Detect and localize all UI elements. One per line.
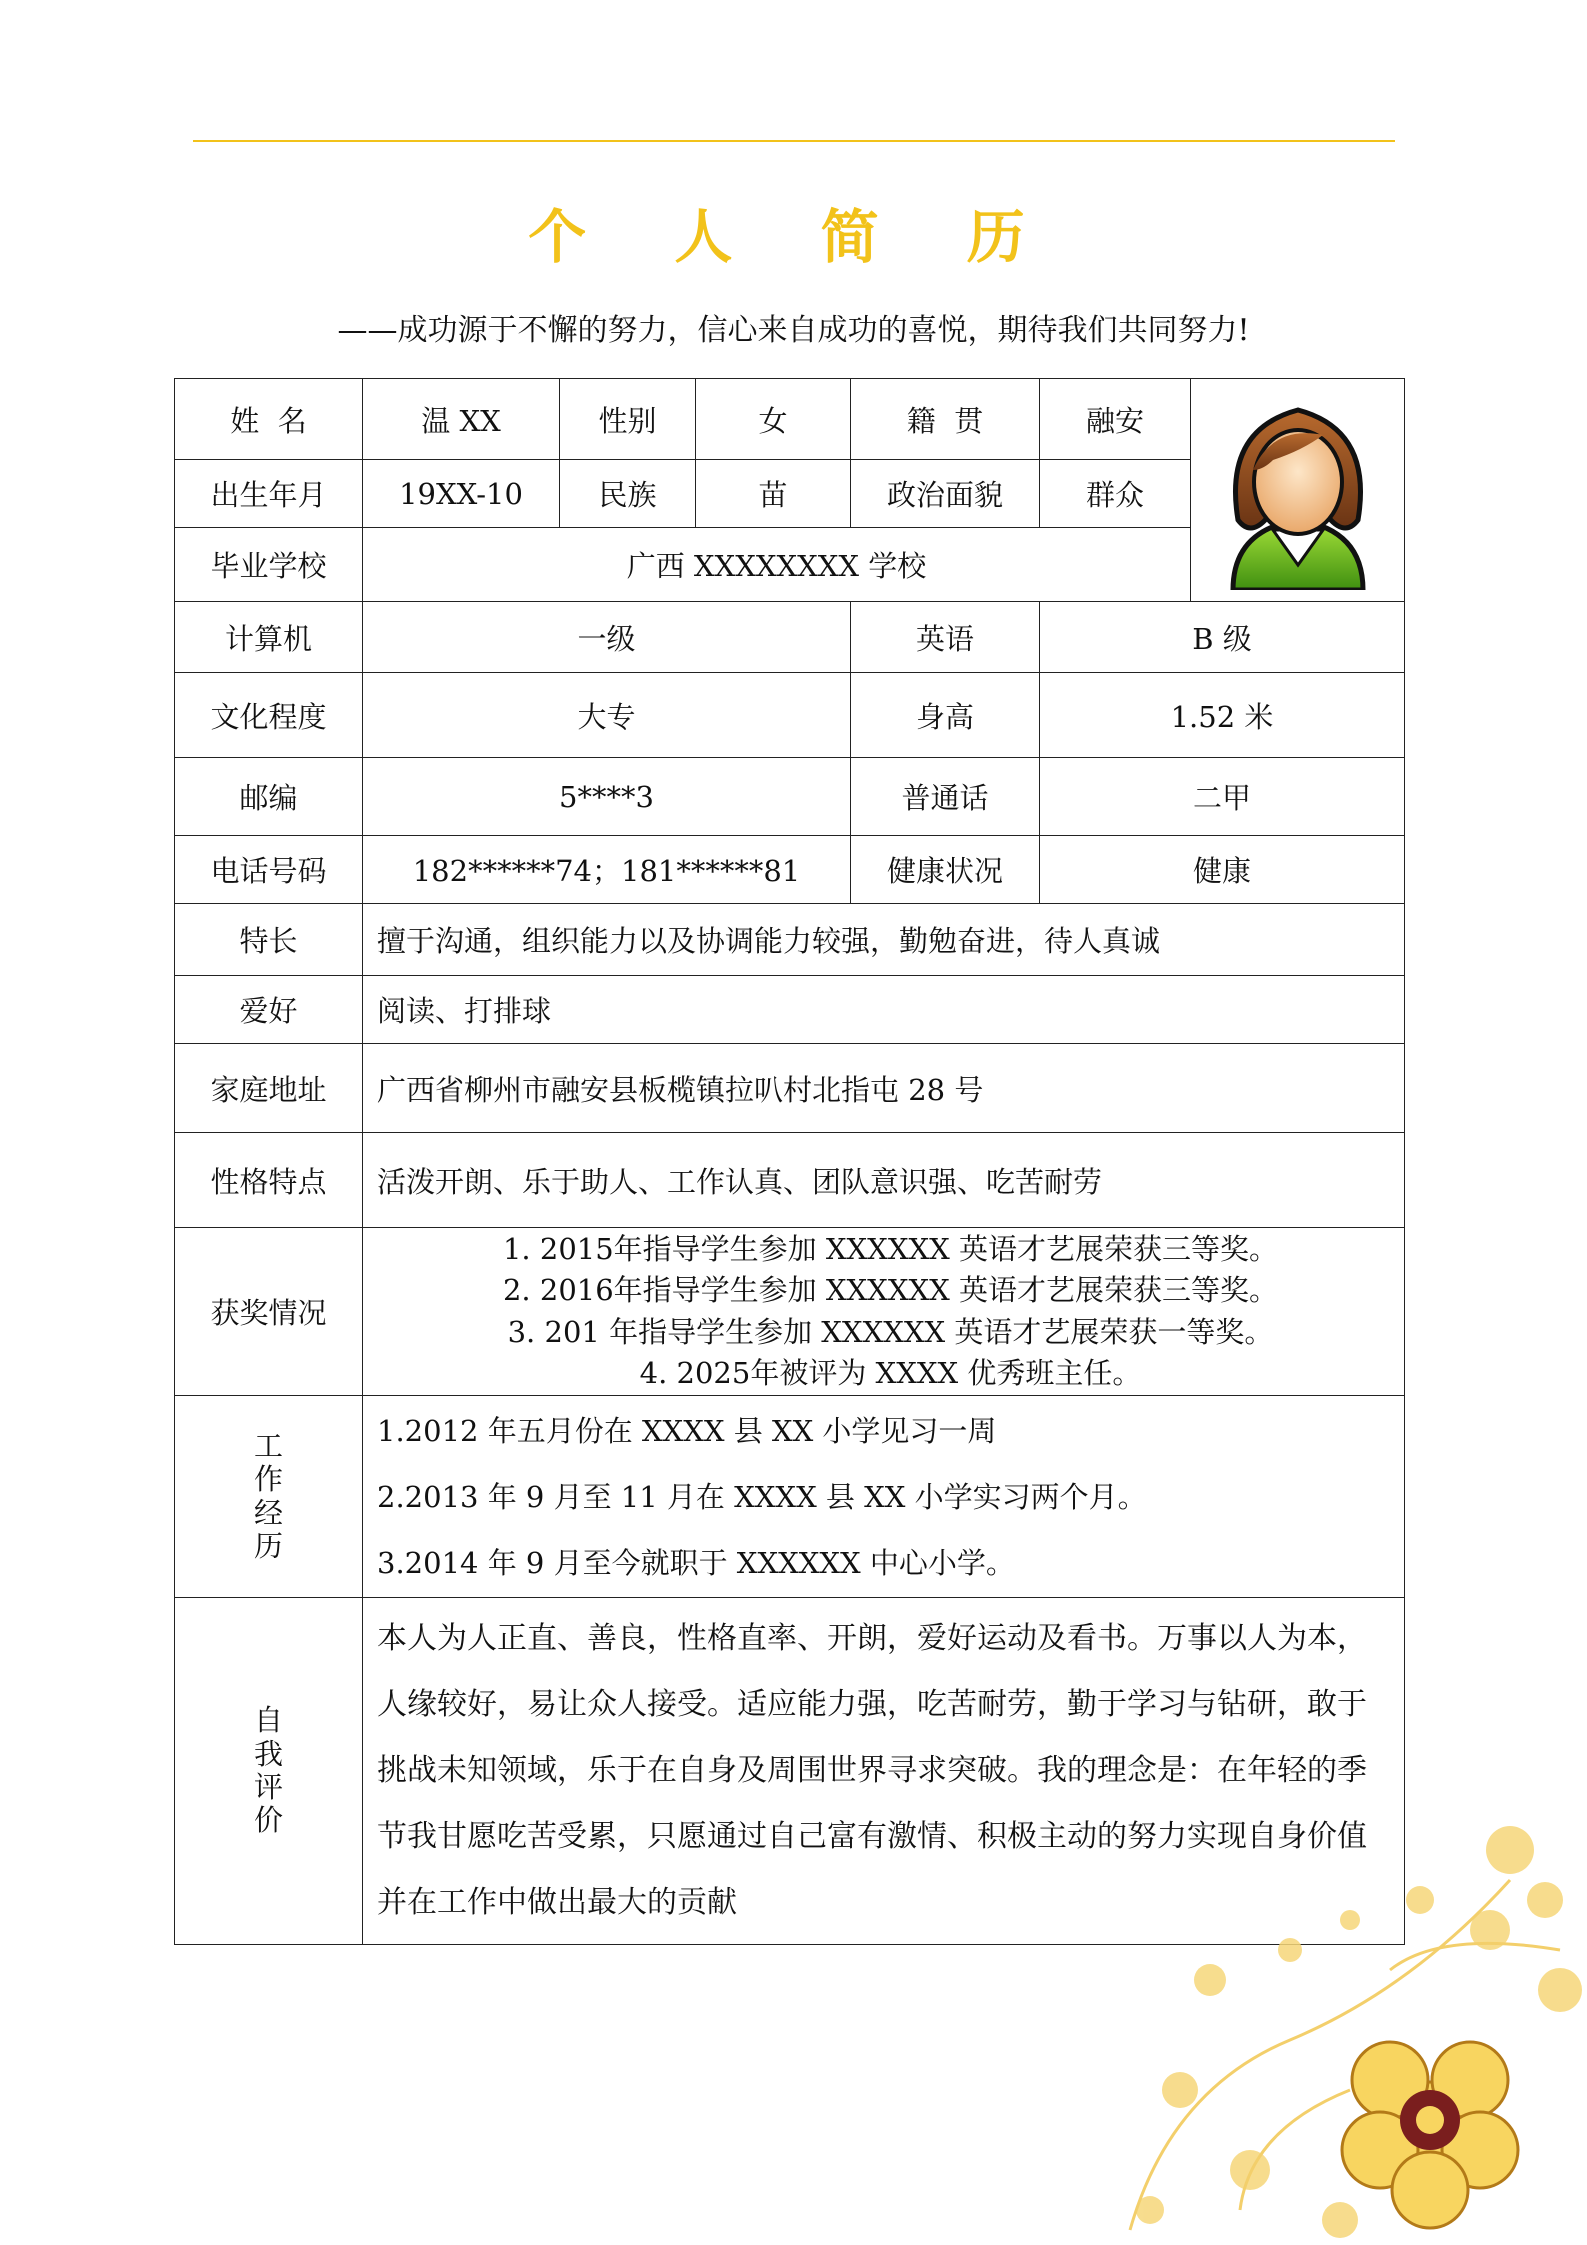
specialty-label: 特长 [175, 904, 363, 976]
photo-cell [1191, 379, 1405, 602]
self-evaluation: 本人为人正直、善良，性格直率、开朗，爱好运动及看书。万事以人为本，人缘较好，易让众人接受。适应能力强，吃苦耐劳，勤于学习与钻研，敢于挑战未知领域，乐于在自身及周围世界寻求突破。我的理念是：在年轻的季节我甘愿吃苦受累，只愿通过自己富有激情、积极主动的努力实现自身价值并在工作中做出最大的贡献 [363, 1598, 1405, 1945]
hobby-label: 爱好 [175, 976, 363, 1044]
work-label: 工作经历 [175, 1396, 363, 1598]
height-label: 身高 [851, 673, 1040, 758]
postcode-value: 5****3 [363, 758, 851, 836]
address-value: 广西省柳州市融安县板榄镇拉叭村北指屯 28 号 [363, 1044, 1405, 1133]
resume-table [174, 378, 1405, 1945]
female-avatar-icon [1213, 390, 1383, 590]
name-label: 姓 名 [175, 379, 363, 460]
computer-value: 一级 [363, 602, 851, 673]
gender-label: 性别 [560, 379, 696, 460]
height-value: 1.52 米 [1040, 673, 1405, 758]
birth-label: 出生年月 [175, 460, 363, 528]
postcode-label: 邮编 [175, 758, 363, 836]
flower-decoration [1090, 1790, 1587, 2245]
school-value: 广西 XXXXXXXX 学校 [363, 528, 1191, 602]
health-value: 健康 [1040, 836, 1405, 904]
phone-label: 电话号码 [175, 836, 363, 904]
page-subtitle: ——成功源于不懈的努力，信心来自成功的喜悦，期待我们共同努力! [337, 313, 1250, 348]
work-item: 1.2012 年五月份在 XXXX 县 XX 小学见习一周 [377, 1413, 997, 1448]
work-item: 3.2014 年 9 月至今就职于 XXXXXX 中心小学。 [377, 1545, 1015, 1580]
origin-label: 籍 贯 [851, 379, 1040, 460]
gender-value: 女 [696, 379, 851, 460]
hobby-value: 阅读、打排球 [363, 976, 1405, 1044]
health-label: 健康状况 [851, 836, 1040, 904]
page-title: 个 人 简 历 [528, 203, 1059, 271]
awards-list [363, 1228, 1405, 1396]
self-label: 自我评价 [175, 1598, 363, 1945]
personality-label: 性格特点 [175, 1133, 363, 1228]
political-value: 群众 [1040, 460, 1191, 528]
phone-value: 182******74；181******81 [363, 836, 851, 904]
english-value: B 级 [1040, 602, 1405, 673]
education-label: 文化程度 [175, 673, 363, 758]
award-item: 3. 201 年指导学生参加 XXXXXX 英语才艺展荣获一等奖。 [507, 1314, 1274, 1349]
address-label: 家庭地址 [175, 1044, 363, 1133]
award-item: 2. 2016年指导学生参加 XXXXXX 英语才艺展荣获三等奖。 [502, 1273, 1278, 1308]
name-value: 温 XX [363, 379, 560, 460]
mandarin-label: 普通话 [851, 758, 1040, 836]
origin-value: 融安 [1040, 379, 1191, 460]
work-item: 2.2013 年 9 月至 11 月在 XXXX 县 XX 小学实习两个月。 [377, 1479, 1147, 1514]
work-list [363, 1396, 1405, 1598]
awards-label: 获奖情况 [175, 1228, 363, 1396]
mandarin-value: 二甲 [1040, 758, 1405, 836]
computer-label: 计算机 [175, 602, 363, 673]
political-label: 政治面貌 [851, 460, 1040, 528]
ethnic-value: 苗 [696, 460, 851, 528]
school-label: 毕业学校 [175, 528, 363, 602]
birth-value: 19XX-10 [363, 460, 560, 528]
personality-value: 活泼开朗、乐于助人、工作认真、团队意识强、吃苦耐劳 [363, 1133, 1405, 1228]
award-item: 4. 2025年被评为 XXXX 优秀班主任。 [639, 1355, 1142, 1390]
specialty-value: 擅于沟通，组织能力以及协调能力较强，勤勉奋进，待人真诚 [363, 904, 1405, 976]
education-value: 大专 [363, 673, 851, 758]
ethnic-label: 民族 [560, 460, 696, 528]
english-label: 英语 [851, 602, 1040, 673]
top-divider [193, 140, 1395, 142]
award-item: 1. 2015年指导学生参加 XXXXXX 英语才艺展荣获三等奖。 [502, 1232, 1278, 1267]
